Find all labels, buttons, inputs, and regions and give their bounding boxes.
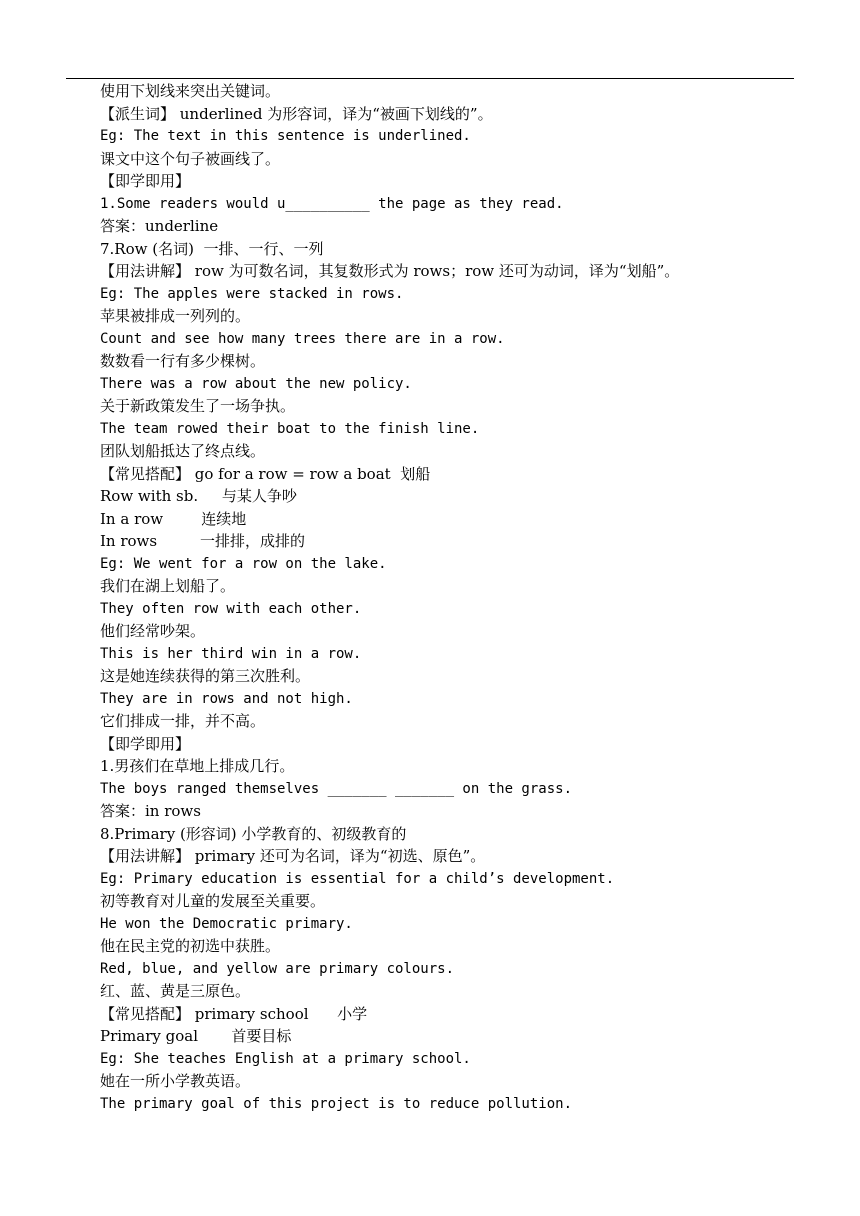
document-body (100, 80, 800, 1115)
text-line: 团队划船抵达了终点线。 (100, 442, 266, 460)
entry-heading: 7.Row (名词) 一排、一行、一列 (100, 239, 324, 258)
text-line: 1.Some readers would u__________ the page as they read. (100, 195, 564, 212)
text-line: 【用法讲解】 primary 还可为名词，译为“初选、原色”。 (100, 847, 486, 865)
text-line: 初等教育对儿童的发展至关重要。 (100, 892, 326, 910)
text-line: 【派生词】 underlined 为形容词，译为“被画下划线的”。 (100, 104, 493, 123)
text-line: They often row with each other. (100, 600, 362, 617)
text-line: He won the Democratic primary. (100, 915, 353, 932)
text-line: Red, blue, and yellow are primary colours. (100, 960, 455, 977)
entry-heading: 8.Primary (形容词) 小学教育的、初级教育的 (100, 824, 407, 843)
text-line: The primary goal of this project is to reduce pollution. (100, 1095, 573, 1112)
text-line: 他在民主党的初选中获胜。 (100, 937, 281, 955)
text-line: 【常见搭配】 primary school 小学 (100, 1004, 368, 1023)
section-heading: 【即学即用】 (100, 172, 191, 190)
text-line: 苹果被排成一列列的。 (100, 307, 251, 325)
text-line: Eg: The text in this sentence is underlined. (100, 128, 471, 144)
text-line: 他们经常吵架。 (100, 622, 206, 640)
text-line: 红、蓝、黄是三原色。 (100, 982, 251, 1000)
text-line: 关于新政策发生了一场争执。 (100, 397, 296, 415)
text-line: Eg: The apples were stacked in rows. (100, 285, 404, 302)
text-line: 答案：underline (100, 217, 219, 235)
text-line: This is her third win in a row. (100, 645, 362, 662)
text-line: 数数看一行有多少棵树。 (100, 352, 266, 370)
text-line: Eg: We went for a row on the lake. (100, 555, 387, 572)
text-line: The team rowed their boat to the finish line. (100, 420, 480, 437)
text-line: Count and see how many trees there are in a row. (100, 330, 505, 347)
text-line: 使用下划线来突出关键词。 (100, 82, 281, 100)
text-line: 她在一所小学教英语。 (100, 1072, 251, 1090)
text-line: 【用法讲解】 row 为可数名词，其复数形式为 rows；row 还可为动词，译为“划船”。 (100, 262, 680, 280)
text-line: Eg: She teaches English at a primary school. (100, 1050, 471, 1067)
text-line: 我们在湖上划船了。 (100, 577, 236, 595)
text-line: Row with sb. 与某人争吵 (100, 487, 297, 505)
text-line: In a row 连续地 (100, 509, 247, 528)
header-rule (66, 78, 794, 79)
section-heading: 【即学即用】 (100, 734, 191, 753)
text-line: Eg: Primary education is essential for a child’s development. (100, 870, 615, 887)
text-line: Primary goal 首要目标 (100, 1027, 292, 1045)
text-line: There was a row about the new policy. (100, 375, 412, 392)
text-line: 课文中这个句子被画线了。 (100, 149, 281, 168)
text-line: 【常见搭配】 go for a row = row a boat 划船 (100, 464, 431, 483)
text-line: In rows 一排排，成排的 (100, 532, 306, 550)
text-line: 答案：in rows (100, 802, 201, 820)
text-line: They are in rows and not high. (100, 690, 353, 707)
text-line: The boys ranged themselves _______ _______ on the grass. (100, 780, 573, 797)
text-line: 1.男孩们在草地上排成几行。 (100, 757, 295, 775)
text-line: 它们排成一排，并不高。 (100, 712, 266, 730)
text-line: 这是她连续获得的第三次胜利。 (100, 667, 311, 685)
